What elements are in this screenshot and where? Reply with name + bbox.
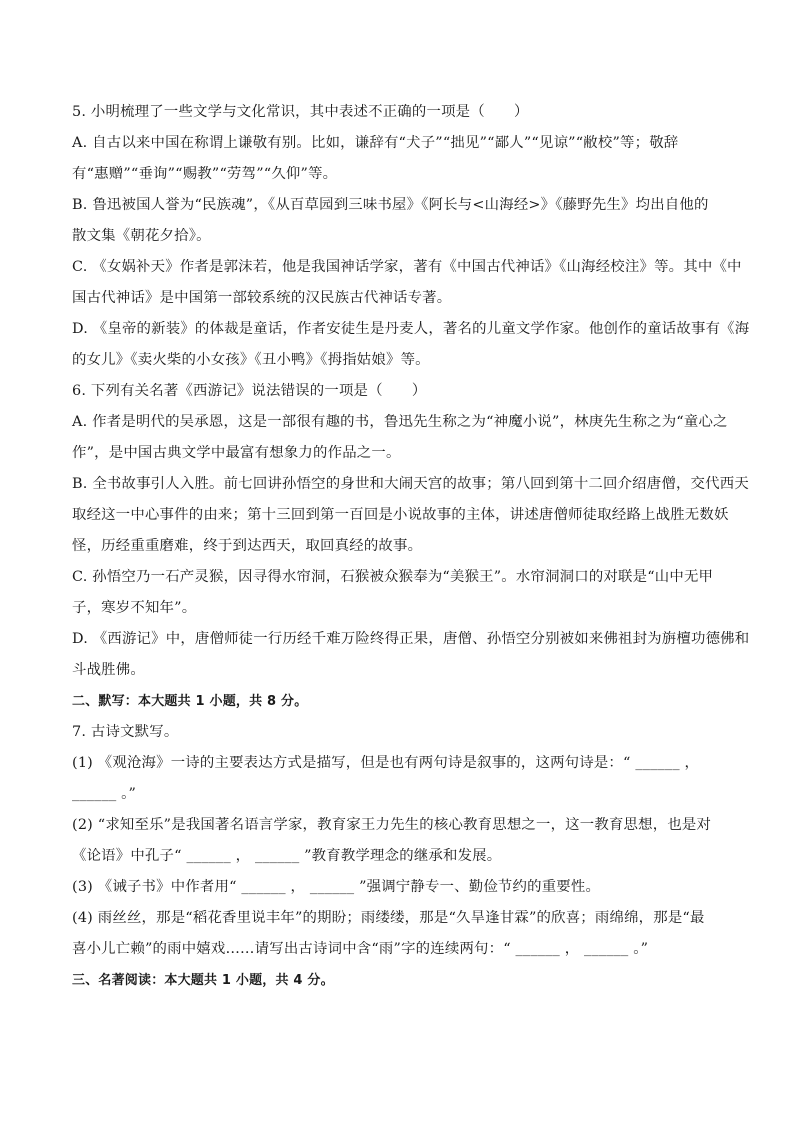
- question-5-option-d-cont: 的女儿》《卖火柴的小女孩》《丑小鸭》《拇指姑娘》等。: [72, 352, 430, 368]
- question-5-option-b: B. 鲁迅被国人誉为“民族魂”，《从百草园到三味书屋》《阿长与<山海经>》《藤野先生》均出自他的: [72, 197, 709, 213]
- question-6-option-a: A. 作者是明代的吴承恩，这是一部很有趣的书，鲁迅先生称之为“神魔小说”，林庚先生称之为“童心之: [72, 414, 728, 430]
- question-7-item-4-cont: 喜小儿亡赖”的雨中嬉戏……请写出古诗词中含“雨”字的连续两句：“ ______ ， ______ 。”: [72, 941, 649, 957]
- question-6-option-b-cont2: 怪，历经重重磨难，终于到达西天，取回真经的故事。: [72, 538, 423, 554]
- question-5-stem: 5. 小明梳理了一些文学与文化常识，其中表述不正确的一项是（ ）: [72, 104, 529, 120]
- question-7-stem: 7. 古诗文默写。: [72, 724, 179, 740]
- question-6-option-b: B. 全书故事引人入胜。前七回讲孙悟空的身世和大闹天宫的故事；第八回到第十二回介绍唐僧，交代西天: [72, 476, 749, 492]
- question-5-option-c: C. 《女娲补天》作者是郭沫若，他是我国神话学家，著有《中国古代神话》《山海经校注》等。其中《中: [72, 259, 742, 275]
- document-page: [72, 97, 750, 996]
- question-7-item-4: (4) 雨丝丝，那是“稻花香里说丰年”的期盼；雨缕缕，那是“久旱逢甘霖”的欣喜；雨绵绵，那是“最: [72, 910, 705, 926]
- question-6-option-d: D. 《西游记》中，唐僧师徒一行历经千难万险终得正果，唐僧、孙悟空分别被如来佛祖封为旃檀功德佛和: [72, 631, 750, 647]
- question-7-item-2-cont: 《论语》中孔子“ ______ ， ______ ”教育教学理念的继承和发展。: [72, 848, 502, 864]
- question-7-item-1: (1) 《观沧海》一诗的主要表达方式是描写，但是也有两句诗是叙事的，这两句诗是：“ ______ ，: [72, 755, 700, 771]
- question-6-option-d-cont: 斗战胜佛。: [72, 662, 145, 678]
- question-6-option-a-cont: 作”，是中国古典文学中最富有想象力的作品之一。: [72, 445, 401, 461]
- question-7-item-3: (3) 《诫子书》中作者用“ ______ ， ______ ”强调宁静专一、勤俭节约的重要性。: [72, 879, 601, 895]
- question-6-option-b-cont: 取经这一中心事件的由来；第十三回到第一百回是小说故事的主体，讲述唐僧师徒取经路上战胜无数妖: [72, 507, 729, 523]
- question-6-stem: 6. 下列有关名著《西游记》说法错误的一项是（ ）: [72, 383, 427, 399]
- question-6-option-c: C. 孙悟空乃一石产灵猴，因寻得水帘洞，石猴被众猴奉为“美猴王”。水帘洞洞口的对联是“山中无甲: [72, 569, 714, 585]
- question-7-item-2: (2) “求知至乐”是我国著名语言学家，教育家王力先生的核心教育思想之一，这一教育思想，也是对: [72, 817, 712, 833]
- question-5-option-a-cont: 有“惠赠”“垂询”“赐教”“劳驾”“久仰”等。: [72, 166, 338, 182]
- section-3-heading: 三、名著阅读：本大题共 1 小题，共 4 分。: [72, 973, 334, 988]
- question-5-option-c-cont: 国古代神话》是中国第一部较系统的汉民族古代神话专著。: [72, 290, 452, 306]
- question-5-option-d: D. 《皇帝的新装》的体裁是童话，作者安徒生是丹麦人，著名的儿童文学作家。他创作的童话故事有《海: [72, 321, 750, 337]
- question-5-option-a: A. 自古以来中国在称谓上谦敬有别。比如，谦辞有“犬子”“拙见”“鄙人”“见谅”“敝校”等；敬辞: [72, 135, 679, 151]
- section-2-heading: 二、默写：本大题共 1 小题，共 8 分。: [72, 694, 308, 709]
- question-7-item-1-cont: ______ 。”: [72, 786, 137, 802]
- question-6-option-c-cont: 子，寒岁不知年”。: [72, 600, 197, 616]
- question-5-option-b-cont: 散文集《朝花夕拾》。: [72, 228, 211, 244]
